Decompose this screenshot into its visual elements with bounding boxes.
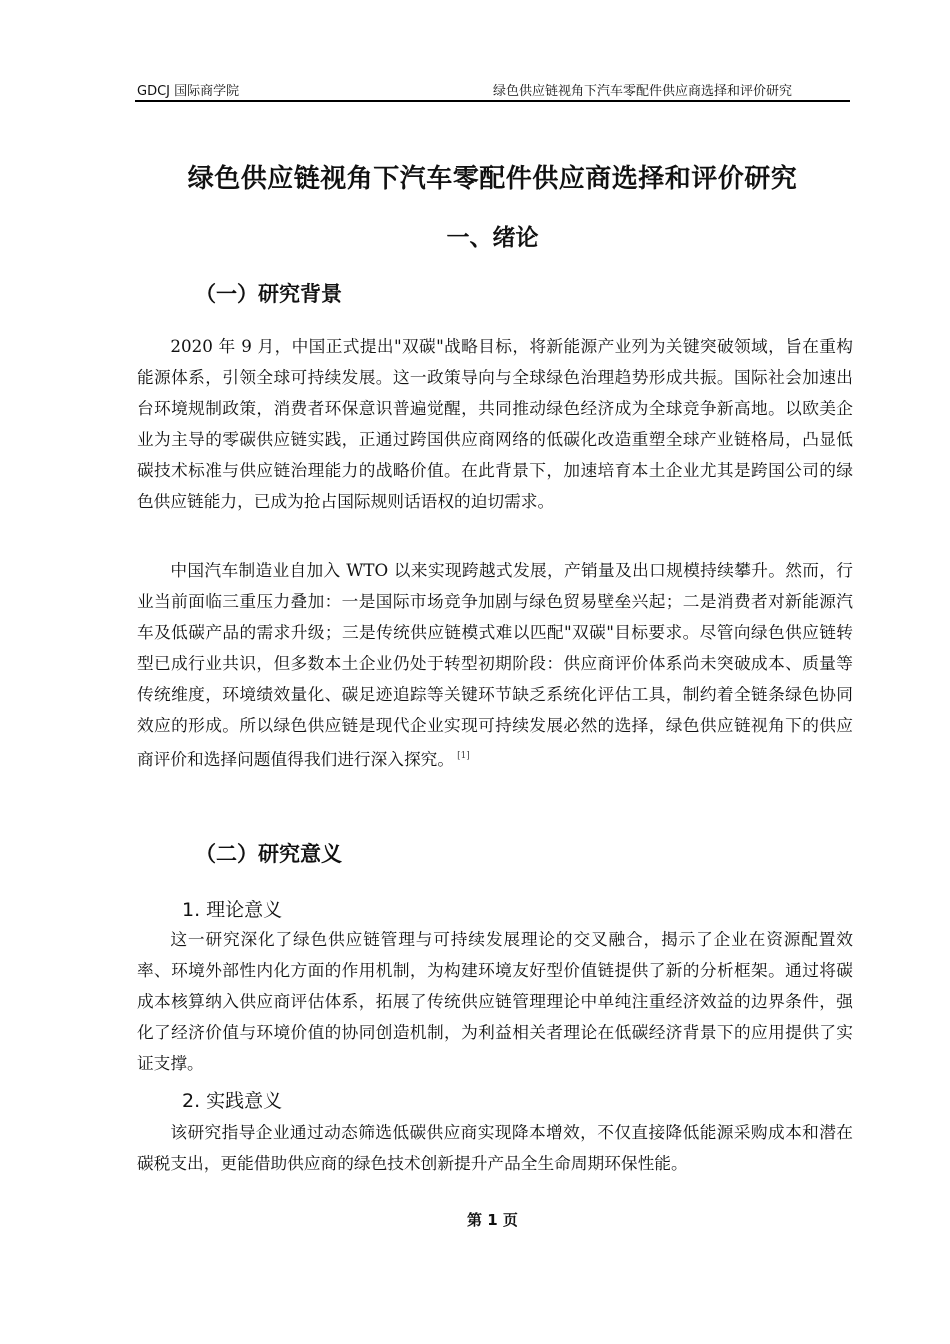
header-running-title: 绿色供应链视角下汽车零配件供应商选择和评价研究 — [492, 84, 792, 99]
background-paragraph-1 — [137, 331, 853, 517]
subsection-heading-theoretical: 1. 理论意义 — [182, 899, 283, 921]
chapter-heading: 一、绪论 — [446, 225, 539, 251]
background-paragraph-2 — [137, 555, 853, 775]
subsection-heading-practical: 2. 实践意义 — [182, 1090, 283, 1112]
theoretical-paragraph-text: 这一研究深化了绿色供应链管理与可持续发展理论的交叉融合，揭示了企业在资源配置效率、环境外部性内化方面的作用机制，为构建环境友好型价值链提供了新的分析框架。通过将碳成本核算纳入供应商评估体系，拓展了传统供应链管理理论中单纯注重经济效益的边界条件，强化了经济价值与环境价值的协同创造机制，为利益相关者理论在低碳经济背景下的应用提供了实证支撑。 — [137, 929, 853, 1073]
header-institution: GDCJ 国际商学院 — [137, 84, 240, 99]
section-heading-significance: （二）研究意义 — [195, 842, 342, 866]
paper-title: 绿色供应链视角下汽车零配件供应商选择和评价研究 — [187, 164, 798, 194]
background-paragraph-1-text: 2020 年 9 月，中国正式提出"双碳"战略目标，将新能源产业列为关键突破领域，旨在重构能源体系，引领全球可持续发展。这一政策导向与全球绿色治理趋势形成共振。国际社会加速出台环境规制政策，消费者环保意识普遍觉醒，共同推动绿色经济成为全球竞争新高地。以欧美企业为主导的零碳供应链实践，正通过跨国供应商网络的低碳化改造重塑全球产业链格局，凸显低碳技术标准与供应链治理能力的战略价值。在此背景下，加速培育本土企业尤其是跨国公司的绿色供应链能力，已成为抢占国际规则话语权的迫切需求。 — [137, 336, 853, 511]
practical-paragraph-text: 该研究指导企业通过动态筛选低碳供应商实现降本增效，不仅直接降低能源采购成本和潜在碳税支出，更能借助供应商的绿色技术创新提升产品全生命周期环保性能。 — [137, 1122, 853, 1173]
theoretical-paragraph — [137, 924, 853, 1079]
citation-reference: [1] — [457, 751, 470, 761]
page-number: 第 1 页 — [467, 1211, 518, 1229]
background-paragraph-2-text: 中国汽车制造业自加入 WTO 以来实现跨越式发展，产销量及出口规模持续攀升。然而，行业当前面临三重压力叠加：一是国际市场竞争加剧与绿色贸易壁垒兴起；二是消费者对新能源汽车及低碳产品的需求升级；三是传统供应链模式难以匹配"双碳"目标要求。尽管向绿色供应链转型已成行业共识，但多数本土企业仍处于转型初期阶段：供应商评价体系尚未突破成本、质量等传统维度，环境绩效量化、碳足迹追踪等关键环节缺乏系统化评估工具，制约着全链条绿色协同效应的形成。所以绿色供应链是现代企业实现可持续发展必然的选择，绿色供应链视角下的供应商评价和选择问题值得我们进行深入探究。 — [137, 560, 853, 769]
section-heading-background: （一）研究背景 — [195, 282, 342, 306]
practical-paragraph — [137, 1117, 853, 1179]
page-header — [135, 78, 850, 102]
